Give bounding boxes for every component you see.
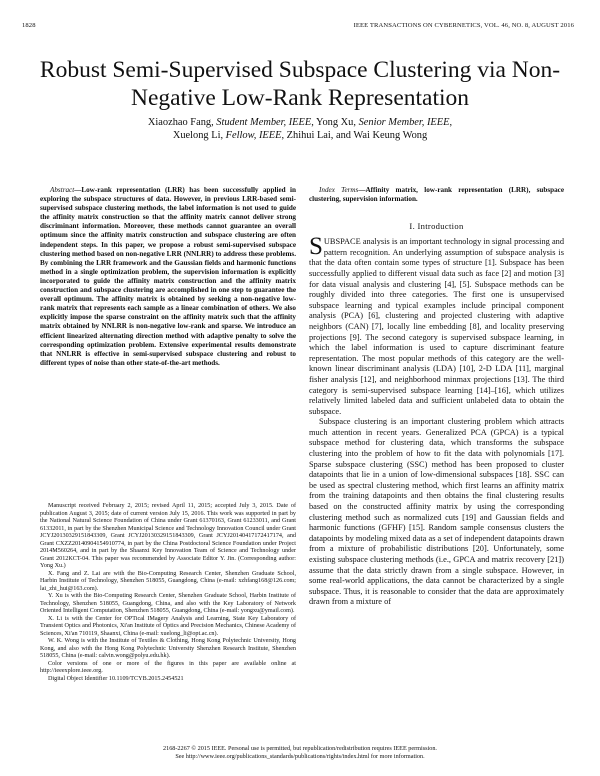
author-li: Xuelong Li, [172,130,226,141]
abstract-text: —Low-rank representation (LRR) has been successfully applied in exploring the subspace structures of data. However, in previous LRR-based semi-supervised subspace clustering methods, the label information is not used to guide the affinity matrix construction so that the affinity matrix cannot deliver strong discriminant information. Moreover, these methods cannot guarantee an overall optimum since the affinity matrix construction and subspace clustering are often independent steps. In this paper, we propose a robust semi-supervised subspace clustering method based on non-negative LRR (NNLRR) to address these problems. By combining the LRR framework and the Gaussian fields and harmonic functions method in a single optimization problem, the supervision information is explicitly incorporated to guide the affinity matrix construction and the affinity matrix construction and subspace clustering are accomplished in one step to guarantee the overall optimum. The affinity matrix is obtained by seeking a non-negative low-rank matrix that represents each sample as a linear combination of others. We also explicitly impose the sparse constraint on the affinity matrix such that the affinity matrix obtained by NNLRR is non-negative low-rank and sparse. We introduce an efficient linearized alternating direction method with adaptive penalty to solve the corresponding optimization problem. Extensive experimental results demonstrate that NNLRR is effective in semi-supervised subspace clustering and robust to different types of noise than other state-of-the-art methods. [40,186,296,367]
index-terms-lead: Index Terms [319,186,359,194]
author-list [20,116,580,142]
footnote-xu: Y. Xu is with the Bio-Computing Research Center, Shenzhen Graduate School, Harbin Institute of Technology, Shenzhen 518055, Guangdong, China, and also with the Key Laboratory of Network Oriented Intelligent Computation, Shenzhen 518055, Guangdong, China (e-mail: yongxu@ymail.com). [40,593,296,614]
paper-title: Robust Semi-Supervised Subspace Clustering via Non-Negative Low-Rank Representation [39,57,561,111]
index-terms [309,186,564,204]
author-line-1 [20,116,580,129]
running-header [22,22,574,32]
copyright-line-1: 2168-2267 © 2015 IEEE. Personal use is permitted, but republication/redistribution requires IEEE permission. [163,745,437,752]
footnote-fang-lai: X. Fang and Z. Lai are with the Bio-Computing Research Center, Shenzhen Graduate School, Harbin Institute of Technology, Shenzhen 518055, Guangdong, China (e-mail: xzhfang168@126.com; lai_zhi_hui@163.com). [40,570,296,592]
page-number: 1828 [22,22,36,29]
author-xu-role: Senior Member, IEEE [358,117,450,128]
index-terms-text: —Affinity matrix, low-rank representation (LRR), subspace clustering, supervision information. [309,186,565,204]
intro-paragraph-2: Subspace clustering is an important clustering problem which attracts much attention in recent years. Generalized PCA (GPCA) is a typical subspace method for clustering data, which transforms the subspace clustering into the problem of how to fit the data with polynomials [17]. Sparse subspace clustering (SSC) method has been proposed to cluster datapoints that lie in a union of low-dimensional subspaces [18]. SSC can be used as spectral clustering method, which first learns an affinity matrix from the training datapoints and then obtains the final clustering results based on the constructed affinity matrix by using the corresponding clustering method such as normalized cuts [19] and Gaussian fields and harmonic functions (GFHF) [15]. Random sample consensus clusters the datapoints by modeling mixed data as a set of independent datapoints drawn from a mixture of probabilistic distributions [20]. Unfortunately, some existing subspace clustering methods (i.e., GPCA and matrix recovery [21]) assume that the data strictly drawn from a single subspace. However, in some real-world applications, the data cannot be characterized by a single subspace. Thus, it is reasonable to consider that the data are approximately drawn from a mixture of [309,417,564,607]
abstract [40,186,296,368]
author-line-2 [20,129,580,142]
journal-name: IEEE TRANSACTIONS ON CYBERNETICS, VOL. 46, NO. 8, AUGUST 2016 [353,22,574,29]
abstract-lead: Abstract [50,186,75,194]
intro-paragraph-1 [309,233,564,417]
footnote-manuscript: Manuscript received February 2, 2015; revised April 11, 2015; accepted July 3, 2015. Date of publication August 3, 2015; date of current version July 15, 2016. This work was supported in part by the National Natural Science Foundation of China under Grant 61370163, Grant 61233011, and Grant 61332011, in part by the Shenzhen Municipal Science and Technology Innovation Council under Grant JCYJ20130329151843309, Grant JCYJ20130329151843309, Grant JCYJ20140417172417174, and Grant CXZZ20140904154910774, in part by the China Postdoctoral Science Foundation under Project 2014M560264, and in part by the Shaanxi Key Innovation Team of Science and Technology under Grant 2012KCT-04. This paper was recommended by Associate Editor Y. Jin. (Corresponding author: Yong Xu.) [40,503,296,569]
drop-cap: S [309,233,323,261]
author-lai-wong: , Zhihui Lai, and Wai Keung Wong [281,130,428,141]
section-heading: I. Introduction [409,221,464,232]
footnote-wong: W. K. Wong is with the Institute of Textiles & Clothing, Hong Kong Polytechnic University, Hong Kong, and also with the Hong Kong Polytechnic University Shenzhen Research Institute, Shenzhen 518055, China (e-mail: calvin.wong@polyu.edu.hk). [40,638,296,659]
copyright-notice [20,745,580,760]
right-column [309,186,564,608]
left-column [40,186,296,368]
intro-paragraph-1-text: UBSPACE analysis is an important technology in signal processing and pattern recognition. An underlying assumption of subspace analysis is that the data often contain some types of structure [1]. Subspace has been successfully applied to different visual data such as face [2] and motion [3] for data visual analysis and clustering [4], [5]. Subspace methods can be roughly divided into three categories. The first one is unsupervised subspace learning and typical examples include principal component analysis (PCA) [6], clustering and projected clustering with adaptive neighbors (CAN) [7], locally line embedding [8], and locality preserving projections [9]. The second category is supervised subspace learning, in which the label information is used to capture discriminant feature representation. The most popular methods of this category are the well-known linear discriminant analysis (LDA) [10], 2-D LDA [11], marginal fisher analysis [12], and neighborhood minmax projections [13]. The third category is semi-supervised subspace learning [14]–[16], which utilizes relatively limited labeled data and sufficient unlabeled data to obtain the subspace. [309,237,564,416]
author-sep: , [449,117,453,128]
footnote-li: X. Li is with the Center for OPTical IMagery Analysis and Learning, State Key Laboratory of Transient Optics and Photonics, Xi'an Institute of Optics and Precision Mechanics, Chinese Academy of Sciences, Xi'an 710119, Shaanxi, China (e-mail: xuelong_li@opt.ac.cn). [40,615,296,637]
footnote-doi: Digital Object Identifier 10.1109/TCYB.2015.2454521 [48,675,184,682]
author-xu: , Yong Xu, [311,117,359,128]
footnotes [40,503,296,683]
copyright-line-2: See http://www.ieee.org/publications_standards/publications/rights/index.html for more information. [175,752,425,760]
author-fang-role: Student Member, IEEE [216,117,312,128]
author-fang: Xiaozhao Fang, [147,117,217,128]
author-li-role: Fellow, IEEE [225,130,282,141]
footnote-color: Color versions of one or more of the figures in this paper are available online at http://ieeexplore.ieee.org. [40,660,296,674]
